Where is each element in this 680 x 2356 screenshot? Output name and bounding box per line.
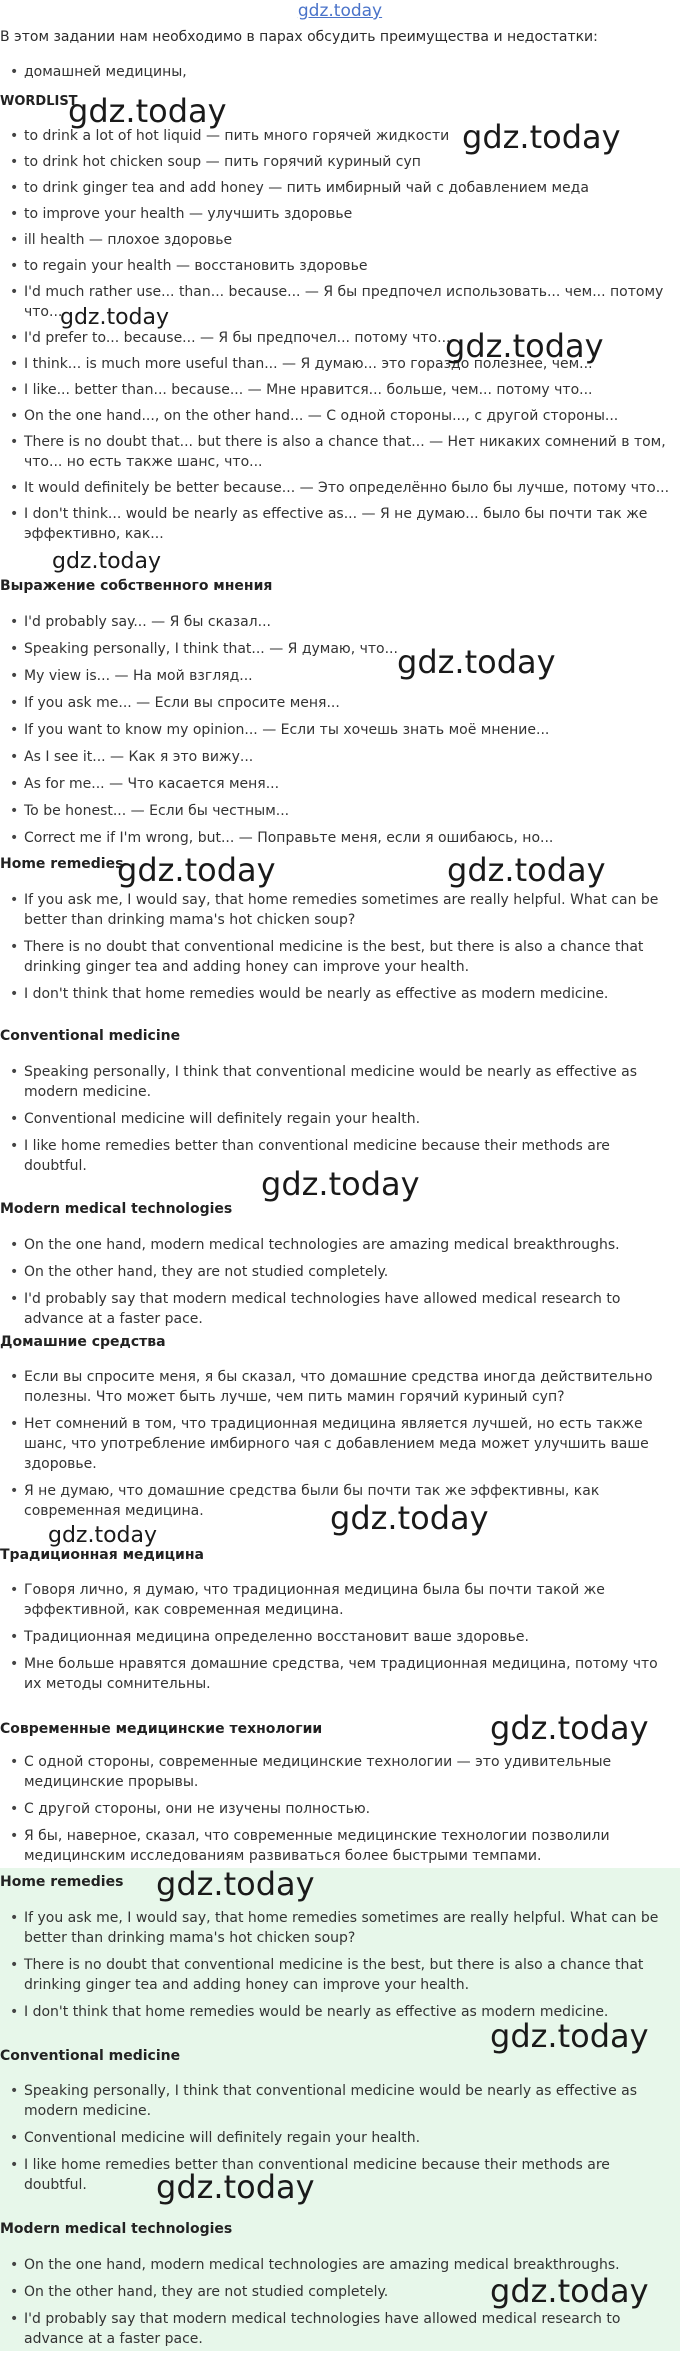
list-item: • Conventional medicine will definitely regain your health. [0,2128,674,2148]
list-item: • As for me... — Что касается меня... [0,774,674,794]
watermark: gdz.today [397,643,556,681]
list-item: • ill health — плохое здоровье [0,230,674,250]
home-remedies-ru-heading: Домашние средства [0,1334,166,1350]
list-item: • To be honest... — Если бы честным... [0,801,674,821]
site-logo[interactable]: gdz.today [297,1,383,21]
list-item: • I don't think that home remedies would be nearly as effective as modern medicine. [0,984,674,1004]
home-remedies-heading: Home remedies [0,1874,124,1890]
home-remedies-heading: Home remedies [0,856,124,872]
list-item: • С одной стороны, современные медицинские технологии — это удивительные медицинские прорывы. [0,1752,674,1792]
watermark: gdz.today [490,2017,649,2055]
watermark: gdz.today [156,2168,315,2206]
list-item: • I like... better than... because... — Мне нравится... больше, чем... потому что... [0,380,674,400]
list-item: • I don't think... would be nearly as effective as... — Я не думаю... было бы почти так же эффективно, как... [0,504,674,544]
watermark: gdz.today [48,1523,158,1548]
conventional-medicine-ru-list [0,1580,674,1701]
watermark: gdz.today [117,851,276,889]
list-item: • I'd probably say... — Я бы сказал... [0,612,674,632]
home-remedies-list [0,1908,674,2029]
list-item: • Speaking personally, I think that conventional medicine would be nearly as effective as modern medicine. [0,2081,674,2121]
list-item: • Говоря лично, я думаю, что традиционная медицина была бы почти такой же эффективной, как современная медицина. [0,1580,674,1620]
modern-tech-ru-list [0,1752,674,1873]
intro-text: В этом задании нам необходимо в парах обсудить преимущества и недостатки: [0,29,598,45]
list-item: • On the one hand, modern medical technologies are amazing medical breakthroughs. [0,1235,674,1255]
list-item: • On the one hand..., on the other hand... — С одной стороны..., с другой стороны... [0,406,674,426]
list-item: • Мне больше нравятся домашние средства, чем традиционная медицина, потому что их методы сомнительны. [0,1654,674,1694]
list-item: • Correct me if I'm wrong, but... — Поправьте меня, если я ошибаюсь, но... [0,828,674,848]
list-item: • If you want to know my opinion... — Если ты хочешь знать моё мнение... [0,720,674,740]
list-item: • Я бы, наверное, сказал, что современные медицинские технологии позволили медицинским исследованиям развиваться более быстрыми темпами. [0,1826,674,1866]
list-item: • If you ask me, I would say, that home remedies sometimes are really helpful. What can be better than drinking mama's hot chicken soup? [0,1908,674,1948]
list-item: • If you ask me... — Если вы спросите меня... [0,693,674,713]
list-item: • Нет сомнений в том, что традиционная медицина является лучшей, но есть также шанс, что употребление имбирного чая с добавлением меда может улучшить ваше здоровье. [0,1414,674,1474]
conventional-medicine-heading: Conventional medicine [0,1028,181,1044]
list-item: • There is no doubt that... but there is also a chance that... — Нет никаких сомнений в том, что... но есть также шанс, что... [0,432,674,472]
list-item: • Speaking personally, I think that... — Я думаю, что... [0,639,674,659]
watermark: gdz.today [330,1499,489,1537]
list-item: • I like home remedies better than conventional medicine because their methods are doubtful. [0,2155,674,2195]
list-item: • I'd prefer to... because... — Я бы предпочел... потому что... [0,328,674,348]
list-item: • I'd probably say that modern medical technologies have allowed medical research to advance at a faster pace. [0,1289,674,1329]
modern-tech-heading: Modern medical technologies [0,2221,233,2237]
list-item: • I like home remedies better than conventional medicine because their methods are doubtful. [0,1136,674,1176]
watermark: gdz.today [261,1165,420,1203]
list-item: • It would definitely be better because... — Это определённо было бы лучше, потому что... [0,478,674,498]
watermark: gdz.today [490,2272,649,2310]
conventional-medicine-list [0,2081,674,2206]
list-item: • to improve your health — улучшить здоровье [0,204,674,224]
opinion-heading: Выражение собственного мнения [0,578,273,594]
list-item: • Если вы спросите меня, я бы сказал, что домашние средства иногда действительно полезны. Что может быть лучше, чем пить мамин горячий куриный суп? [0,1367,674,1407]
list-item: • С другой стороны, они не изучены полностью. [0,1799,674,1819]
list-item: • I'd probably say that modern medical technologies have allowed medical research to advance at a faster pace. [0,2309,674,2349]
watermark: gdz.today [462,118,621,156]
watermark: gdz.today [447,851,606,889]
list-item: • There is no doubt that conventional medicine is the best, but there is also a chance that drinking ginger tea and adding honey can improve your health. [0,937,674,977]
opinion-list [0,612,674,855]
list-item: • There is no doubt that conventional medicine is the best, but there is also a chance that drinking ginger tea and adding honey can improve your health. [0,1955,674,1995]
list-item: • I don't think that home remedies would be nearly as effective as modern medicine. [0,2002,674,2022]
conventional-medicine-heading: Conventional medicine [0,2048,181,2064]
list-item: • Speaking personally, I think that conventional medicine would be nearly as effective as modern medicine. [0,1062,674,1102]
conventional-medicine-ru-heading: Традиционная медицина [0,1547,204,1563]
list-item: • Я не думаю, что домашние средства были бы почти так же эффективны, как современная медицина. [0,1481,674,1521]
list-item: • On the other hand, they are not studied completely. [0,1262,674,1282]
list-item: • On the other hand, they are not studied completely. [0,2282,674,2302]
list-item: • On the one hand, modern medical technologies are amazing medical breakthroughs. [0,2255,674,2275]
list-item: • If you ask me, I would say, that home remedies sometimes are really helpful. What can be better than drinking mama's hot chicken soup? [0,890,674,930]
modern-tech-ru-heading: Современные медицинские технологии [0,1721,323,1737]
list-item: • to drink hot chicken soup — пить горячий куриный суп [0,152,674,172]
topic-list [0,62,674,89]
watermark: gdz.today [52,549,162,574]
watermark: gdz.today [68,92,227,130]
list-item: • домашней медицины, [0,62,674,82]
list-item: • to drink a lot of hot liquid — пить много горячей жидкости [0,126,674,146]
list-item: • My view is... — На мой взгляд... [0,666,674,686]
wordlist-heading: WORDLIST [0,94,78,109]
list-item: • Традиционная медицина определенно восстановит ваше здоровье. [0,1627,674,1647]
list-item: • I think... is much more useful than... — Я думаю... это гораздо полезнее, чем... [0,354,674,374]
watermark: gdz.today [490,1709,649,1747]
watermark: gdz.today [445,327,604,365]
list-item: • As I see it... — Как я это вижу... [0,747,674,767]
watermark: gdz.today [60,305,170,330]
list-item: • Conventional medicine will definitely regain your health. [0,1109,674,1129]
list-item: • to regain your health — восстановить здоровье [0,256,674,276]
modern-tech-heading: Modern medical technologies [0,1201,233,1217]
watermark: gdz.today [156,1865,315,1903]
home-remedies-list [0,890,674,1011]
modern-tech-list [0,1235,674,1336]
list-item: • to drink ginger tea and add honey — пить имбирный чай с добавлением меда [0,178,674,198]
list-item: • I'd much rather use... than... because... — Я бы предпочел использовать... чем... потому что... [0,282,674,322]
